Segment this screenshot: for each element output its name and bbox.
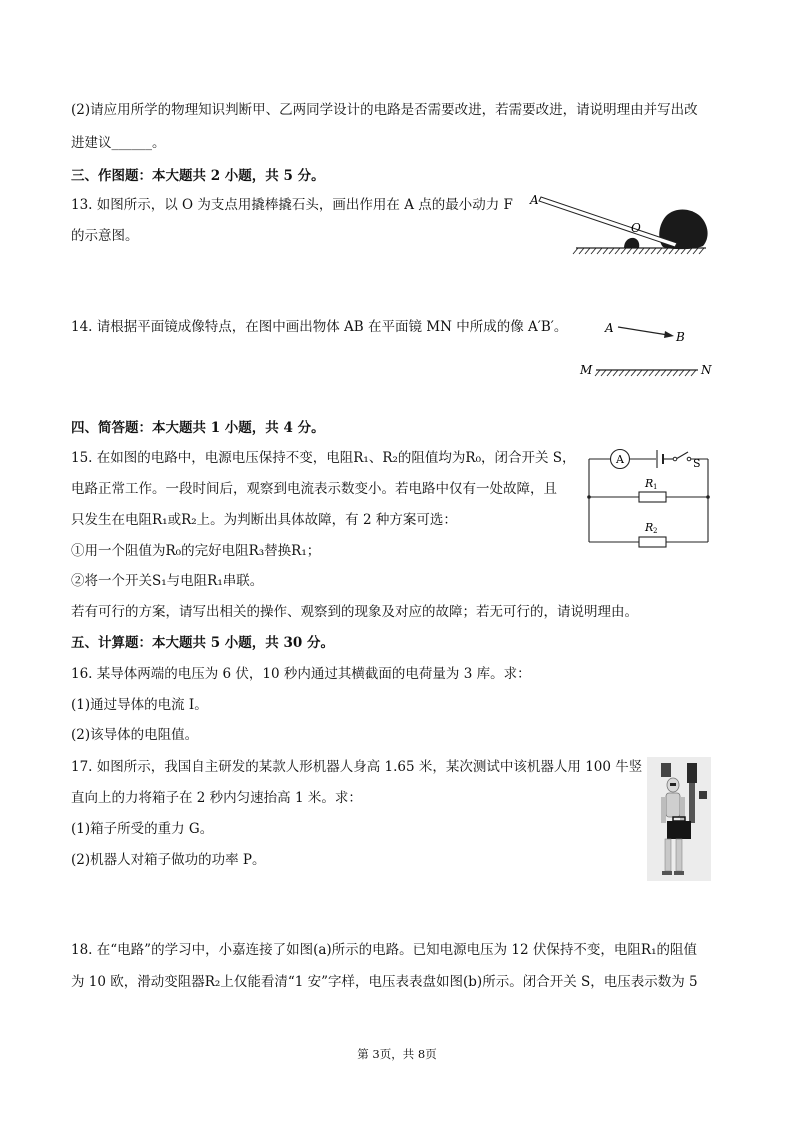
- question-18-line1: 18. 在“电路”的学习中，小嘉连接了如图(a)所示的电路。已知电源电压为 12 伏保持不变，电阻R₁的阻值: [71, 942, 697, 958]
- text-line-q12-2-cont: 进建议______。: [71, 135, 166, 151]
- question-15-option2: ②将一个开关S₁与电阻R₁串联。: [71, 573, 264, 589]
- figure-circuit: [580, 442, 720, 550]
- question-16-line1: 16. 某导体两端的电压为 6 伏，10 秒内通过其横截面的电荷量为 3 库。求：: [71, 666, 531, 682]
- question-17-part1: (1)箱子所受的重力 G。: [71, 821, 214, 837]
- question-15-option1: ①用一个阻值为R₀的完好电阻R₃替换R₁；: [71, 543, 321, 559]
- question-15-line1: 15. 在如图的电路中，电源电压保持不变，电阻R₁、R₂的阻值均为R₀，闭合开关 S，: [71, 450, 576, 466]
- ammeter-label: A: [616, 453, 624, 466]
- question-16-part2: (2)该导体的电阻值。: [71, 727, 199, 743]
- question-17-line2: 直向上的力将箱子在 2 秒内匀速抬高 1 米。求：: [71, 790, 362, 806]
- lever-bar: [539, 197, 677, 247]
- question-13-line1: 13. 如图所示，以 O 为支点用撬棒撬石头，画出作用在 A 点的最小动力 F: [71, 197, 513, 213]
- label-fulcrum-o: O: [631, 221, 641, 235]
- figure-mirror: [574, 315, 724, 383]
- section-title-drawing: 三、作图题：本大题共 2 小题，共 5 分。: [71, 168, 325, 184]
- text-line-q12-2: (2)请应用所学的物理知识判断甲、乙两同学设计的电路是否需要改进，若需要改进，请说明理由并写出改: [71, 102, 698, 118]
- figure-lever: [526, 190, 716, 262]
- resistor-r1: [639, 492, 666, 502]
- resistor-r2: [639, 537, 666, 547]
- question-15-instruction: 若有可行的方案，请写出相关的操作、观察到的现象及对应的故障；若无可行的，请说明理由。: [71, 604, 638, 620]
- fulcrum-stone: [624, 238, 639, 248]
- label-point-a: A: [530, 193, 539, 207]
- figure-robot-photo: [647, 757, 711, 881]
- label-n: N: [701, 363, 712, 377]
- section-title-short-answer: 四、简答题：本大题共 1 小题，共 4 分。: [71, 420, 325, 436]
- question-18-line2: 为 10 欧，滑动变阻器R₂上仅能看清“1 安”字样，电压表表盘如图(b)所示。闭合开关 S，电压表示数为 5: [71, 974, 698, 990]
- question-14: 14. 请根据平面镜成像特点，在图中画出物体 AB 在平面镜 MN 中所成的像 A′B′。: [71, 319, 568, 335]
- label-a: A: [605, 321, 614, 335]
- question-13-line2: 的示意图。: [71, 228, 139, 244]
- question-15-line3: 只发生在电阻R₁或R₂上。为判断出具体故障，有 2 种方案可选：: [71, 512, 457, 528]
- question-17-part2: (2)机器人对箱子做功的功率 P。: [71, 852, 266, 868]
- page-footer: 第 3页，共 8页: [357, 1047, 437, 1061]
- object-ab-arrow: [618, 327, 668, 335]
- label-r2: R: [645, 521, 654, 534]
- question-17-line1: 17. 如图所示，我国自主研发的某款人形机器人身高 1.65 米，某次测试中该机器人用 100 牛竖: [71, 759, 643, 775]
- label-m: M: [580, 363, 593, 377]
- label-r2-sub: 2: [653, 527, 658, 535]
- label-r1: R: [645, 477, 654, 490]
- section-title-calculation: 五、计算题：本大题共 5 小题，共 30 分。: [71, 635, 334, 651]
- switch-label: S: [693, 457, 701, 470]
- question-16-part1: (1)通过导体的电流 I。: [71, 697, 208, 713]
- label-b: B: [676, 330, 685, 344]
- label-r1-sub: 1: [653, 483, 658, 491]
- question-15-line2: 电路正常工作。一段时间后，观察到电流表示数变小。若电路中仅有一处故障，且: [71, 481, 557, 497]
